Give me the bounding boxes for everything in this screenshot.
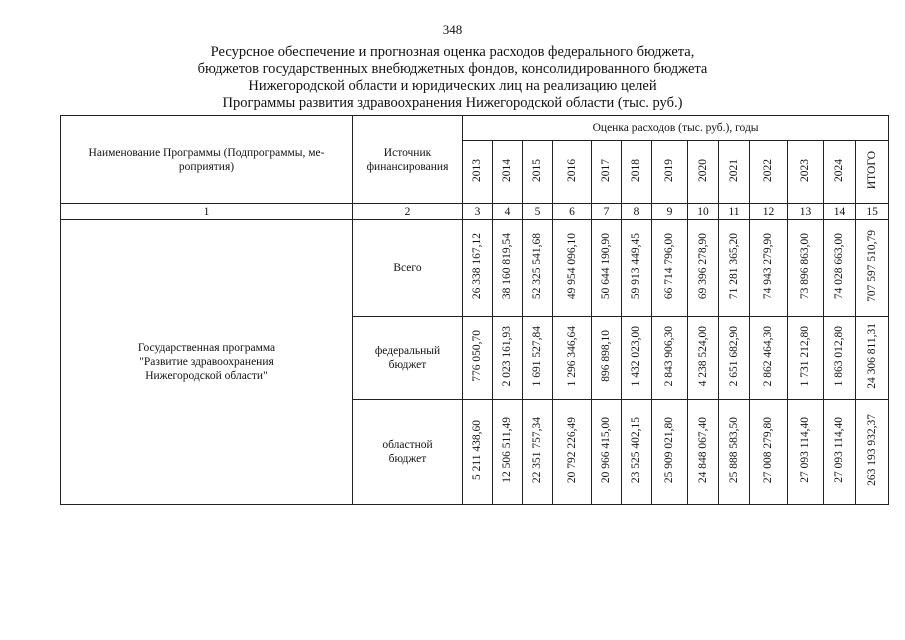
year-label: 2019	[663, 158, 675, 182]
value-cell	[592, 220, 622, 317]
value-text: 24 848 067,40	[696, 416, 709, 484]
column-number-cell: 2	[353, 204, 463, 220]
value-text: 73 896 863,00	[799, 232, 811, 300]
column-number-row	[61, 204, 889, 220]
page-number: 348	[442, 22, 463, 37]
header-expense-estimate: Оценка расходов (тыс. руб.), годы	[463, 116, 889, 141]
column-number-cell: 12	[750, 204, 788, 220]
value-text: 38 160 819,54	[501, 232, 513, 300]
table-row	[61, 220, 889, 317]
year-label: 2016	[565, 158, 578, 182]
value-text: 26 338 167,12	[471, 232, 483, 300]
column-number-cell: 11	[719, 204, 750, 220]
value-text: 20 792 226,49	[565, 416, 578, 484]
value-text: 27 093 114,40	[799, 417, 811, 483]
value-cell	[523, 220, 553, 317]
value-text: 2 862 464,30	[762, 325, 774, 387]
year-header-cell	[719, 141, 750, 204]
value-text: 74 028 663,00	[833, 232, 845, 300]
value-text: 4 238 524,00	[696, 325, 709, 387]
value-cell	[553, 400, 592, 505]
year-header-cell	[652, 141, 688, 204]
year-label: 2023	[799, 158, 811, 182]
value-cell	[523, 317, 553, 400]
value-cell	[463, 400, 493, 505]
year-label: 2024	[833, 158, 845, 182]
year-header-cell	[824, 141, 856, 204]
column-number-cell: 8	[622, 204, 652, 220]
value-text: 27 093 114,40	[833, 417, 845, 483]
value-cell	[493, 220, 523, 317]
value-cell	[592, 317, 622, 400]
year-label: 2017	[600, 158, 612, 182]
value-text: 59 913 449,45	[630, 232, 642, 300]
value-cell	[592, 400, 622, 505]
value-cell	[750, 400, 788, 505]
value-text: 2 651 682,90	[727, 325, 740, 387]
value-text: 49 954 096,10	[565, 232, 578, 300]
year-label: 2013	[471, 158, 483, 182]
column-number-cell: 5	[523, 204, 553, 220]
value-text: 896 898,10	[600, 330, 612, 382]
value-cell	[856, 400, 889, 505]
value-cell	[493, 317, 523, 400]
title-line: Нижегородской области и юридических лиц на реализацию целей	[248, 78, 657, 94]
value-cell	[824, 220, 856, 317]
document-title	[0, 44, 905, 112]
year-label: 2018	[630, 158, 642, 182]
value-text: 20 966 415,00	[600, 416, 612, 484]
year-header-cell	[592, 141, 622, 204]
year-header-cell	[463, 141, 493, 204]
value-cell	[493, 400, 523, 505]
value-cell	[824, 400, 856, 505]
title-line: бюджетов государственных внебюджетных фондов, консолидированного бюджета	[197, 61, 708, 77]
value-cell	[553, 220, 592, 317]
value-cell	[750, 220, 788, 317]
column-number-cell: 13	[788, 204, 824, 220]
value-text: 1 296 346,64	[565, 325, 578, 387]
value-cell	[688, 317, 719, 400]
value-cell	[463, 317, 493, 400]
column-number-cell: 15	[856, 204, 889, 220]
year-header-cell	[553, 141, 592, 204]
value-text: 1 863 012,80	[833, 325, 845, 387]
value-cell	[824, 317, 856, 400]
year-label: 2022	[762, 158, 774, 182]
value-text: 50 644 190,90	[600, 232, 612, 300]
value-text: 25 888 583,50	[727, 416, 740, 484]
value-text: 707 597 510,79	[865, 230, 878, 302]
value-text: 27 008 279,80	[762, 416, 774, 484]
year-header-cell	[750, 141, 788, 204]
title-line: Ресурсное обеспечение и прогнозная оценка расходов федерального бюджета,	[210, 44, 695, 60]
header-program-name: Наименование Программы (Подпрограммы, ме-роприятия)	[61, 116, 353, 204]
value-cell	[719, 317, 750, 400]
value-cell	[622, 317, 652, 400]
value-text: 263 193 932,37	[865, 414, 878, 486]
year-label: 2014	[501, 158, 513, 182]
funding-source-cell: областной бюджет	[353, 400, 463, 505]
year-label: 2015	[531, 158, 543, 182]
value-text: 23 525 402,15	[630, 416, 642, 484]
value-cell	[652, 220, 688, 317]
value-cell	[652, 400, 688, 505]
year-header-cell	[788, 141, 824, 204]
year-label: 2021	[727, 158, 740, 182]
value-cell	[622, 400, 652, 505]
year-label: ИТОГО	[865, 150, 878, 190]
value-cell	[688, 220, 719, 317]
value-text: 22 351 757,34	[531, 416, 543, 484]
value-cell	[688, 400, 719, 505]
value-cell	[856, 317, 889, 400]
column-number-cell: 7	[592, 204, 622, 220]
value-text: 1 731 212,80	[799, 325, 811, 387]
column-number-cell: 4	[493, 204, 523, 220]
value-cell	[750, 317, 788, 400]
value-text: 1 432 023,00	[630, 325, 642, 387]
title-line: Программы развития здравоохранения Нижегородской области (тыс. руб.)	[222, 95, 683, 111]
column-number-cell: 1	[61, 204, 353, 220]
value-text: 69 396 278,90	[696, 232, 709, 300]
value-text: 5 211 438,60	[471, 420, 483, 480]
value-cell	[622, 220, 652, 317]
header-funding-source: Источник финансирования	[353, 116, 463, 204]
value-cell	[788, 317, 824, 400]
budget-table	[60, 115, 889, 505]
value-text: 12 506 511,49	[501, 417, 513, 483]
value-text: 71 281 365,20	[727, 232, 740, 300]
value-cell	[856, 220, 889, 317]
column-number-cell: 6	[553, 204, 592, 220]
value-text: 2 843 906,30	[663, 325, 675, 387]
value-cell	[463, 220, 493, 317]
value-text: 66 714 796,00	[663, 232, 675, 300]
year-header-cell	[523, 141, 553, 204]
funding-source-cell: Всего	[353, 220, 463, 317]
funding-source-cell: федеральный бюджет	[353, 317, 463, 400]
value-cell	[652, 317, 688, 400]
value-cell	[553, 317, 592, 400]
year-header-cell	[622, 141, 652, 204]
year-header-cell	[856, 141, 889, 204]
value-text: 74 943 279,90	[762, 232, 774, 300]
value-cell	[523, 400, 553, 505]
value-text: 2 023 161,93	[501, 325, 513, 387]
column-number-cell: 9	[652, 204, 688, 220]
program-name-cell: Государственная программа "Развитие здравоохранения Нижегородской области"	[61, 220, 353, 505]
value-text: 52 325 541,68	[531, 232, 543, 300]
year-label: 2020	[696, 158, 709, 182]
column-number-cell: 10	[688, 204, 719, 220]
value-cell	[719, 400, 750, 505]
column-number-cell: 3	[463, 204, 493, 220]
value-text: 776 050,70	[471, 330, 483, 382]
value-text: 1 691 527,84	[531, 325, 543, 387]
year-header-cell	[688, 141, 719, 204]
value-text: 25 909 021,80	[663, 416, 675, 484]
value-cell	[788, 400, 824, 505]
year-header-cell	[493, 141, 523, 204]
value-text: 24 306 811,31	[865, 323, 878, 389]
value-cell	[788, 220, 824, 317]
column-number-cell: 14	[824, 204, 856, 220]
value-cell	[719, 220, 750, 317]
